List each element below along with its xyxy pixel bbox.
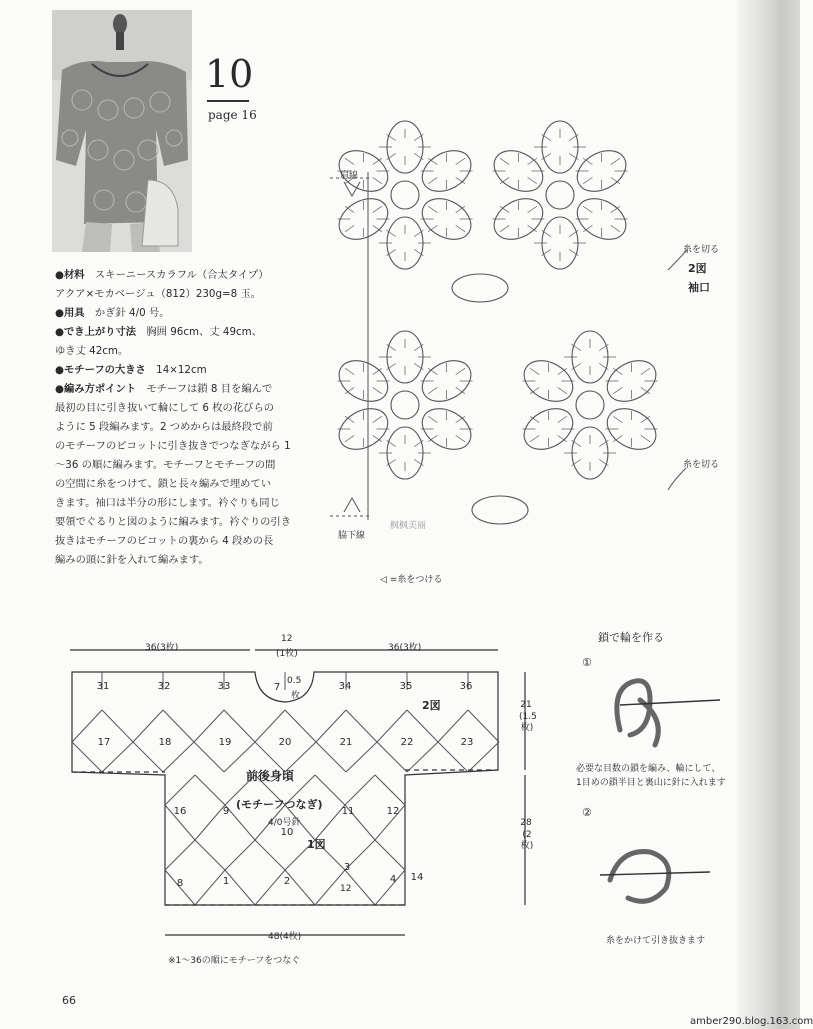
motif-23: 23 (460, 737, 474, 748)
tool-text: かぎ針 4/0 号。 (94, 307, 170, 319)
method-line-6: きます。袖口は半分の形にします。衿ぐりも同じ (55, 497, 280, 509)
motif-35: 35 (399, 681, 413, 692)
method-line-1: 最初の目に引き抜いて輪にして 6 枚の花びらの (55, 402, 275, 414)
shoulder-line-label: 肩線 (340, 171, 359, 181)
ring-step2-text: 糸をかけて引き抜きます (606, 936, 706, 946)
method-text-0: モチーフは鎖 8 目を編んで (146, 383, 273, 395)
cut-yarn-top-label: 糸を切る (683, 245, 720, 255)
joining-note: ※1～36の順にモチーフをつなぐ (168, 956, 301, 966)
motif-33: 33 (217, 681, 231, 692)
motif-34: 34 (338, 681, 352, 692)
motif-21: 21 (339, 737, 353, 748)
fig2-sub-label: 袖口 (688, 281, 710, 294)
ring-step1-text-2: 1目めの鎖半目と裏山に針に入れます (576, 778, 726, 788)
ring-step1-number: ① (582, 656, 592, 669)
size-line-2: ゆき丈 42cm。 (55, 345, 129, 357)
method-line-8: 抜きはモチーフのピコットの裏から 4 段めの長 (55, 535, 274, 547)
motif-19: 19 (218, 737, 232, 748)
motif-4: 4 (389, 874, 397, 885)
motif-17: 17 (97, 737, 111, 748)
motif-11: 11 (341, 806, 355, 817)
needle-size: 4/0号針 (268, 818, 301, 828)
crochet-motif (332, 121, 478, 269)
motif-1: 1 (222, 876, 230, 887)
pattern-page-ref: page 16 (208, 108, 257, 122)
cut-yarn-right-label: 糸を切る (683, 460, 720, 470)
tool-label: ●用具 (55, 307, 85, 319)
method-label: ●編み方ポイント (55, 383, 137, 395)
ring-step1-text-1: 必要な目数の鎖を編み、輪にして、 (576, 764, 721, 774)
joining-space (472, 496, 528, 524)
top-mid-subdimension: (1枚) (276, 649, 298, 659)
inner-dimension: 12 (340, 884, 352, 894)
method-line-4: ～36 の順に編みます。モチーフとモチーフの間 (55, 459, 276, 471)
neck-dimension: 0.5 (287, 676, 302, 686)
motif-3: 3 (343, 862, 351, 873)
size-text: 胸囲 96cm、丈 49cm、 (146, 326, 262, 338)
top-mid-dimension: 12 (281, 634, 293, 644)
right-top-dimension: 21 (520, 700, 532, 710)
method-line-5: の空間に糸をつけて、鎖と長々編みで埋めてい (55, 478, 272, 490)
bottom-dimension: 48(4枚) (268, 932, 302, 942)
motif-20: 20 (278, 737, 292, 748)
method-line-2: ように 5 段編みます。2 つめからは最終段で前 (55, 421, 273, 433)
motif-32: 32 (157, 681, 171, 692)
motif-12: 12 (386, 806, 400, 817)
fig2-marker: 2図 (422, 699, 441, 712)
right-bottom-subdimension: (2枚) (520, 830, 534, 851)
crochet-motif (332, 331, 478, 479)
motif-10: 10 (280, 827, 294, 838)
motif-text: 14×12cm (156, 364, 207, 376)
crochet-motif (487, 121, 633, 269)
top-left-dimension: 36(3枚) (145, 643, 179, 653)
blog-url: amber290.blog.163.com (690, 1016, 813, 1027)
right-bottom-dimension: 28 (520, 818, 532, 828)
material-line-2: アクア×モカベージュ（812）230g=8 玉。 (55, 288, 262, 300)
pattern-number: 10 (205, 52, 254, 96)
chart-legend: ◁ =糸をつける (380, 575, 443, 585)
size-label: ●でき上がり寸法 (55, 326, 137, 338)
fig2-label: 2図 (688, 262, 707, 275)
motif-22: 22 (400, 737, 414, 748)
motif-2: 2 (283, 876, 291, 887)
side-line-label: 脇下線 (338, 531, 366, 541)
material-label: ●材料 (55, 269, 85, 281)
ring-title: 鎖で輪を作る (598, 631, 664, 644)
method-line-3: のモチーフのピコットに引き抜きでつなぎながら 1 (55, 440, 291, 452)
crochet-motif (517, 331, 663, 479)
motif-9: 9 (222, 806, 230, 817)
motif-36: 36 (459, 681, 473, 692)
motif-7: 7 (273, 682, 281, 693)
joining-space (452, 274, 508, 302)
motif-31: 31 (96, 681, 110, 692)
fig1-marker: 1図 (307, 838, 326, 851)
schematic-title: 前後身頃 (246, 769, 295, 783)
ring-step2-number: ② (582, 806, 592, 819)
method-line-9: 編みの頭に針を入れて編みます。 (55, 554, 209, 566)
schematic-subtitle: (モチーフつなぎ) (236, 798, 323, 811)
motif-8: 8 (176, 878, 184, 889)
page-number: 66 (62, 994, 76, 1007)
material-text: スキーニースカラフル（合太タイプ） (94, 269, 269, 281)
watermark: 枫枫美丽 (390, 521, 427, 531)
right-top-subdimension: (1.5枚) (519, 712, 537, 733)
motif-16: 16 (173, 806, 187, 817)
method-line-7: 要領でぐるりと図のように編みます。衿ぐりの引き (55, 516, 292, 528)
motif-18: 18 (158, 737, 172, 748)
motif-14: 14 (410, 872, 424, 883)
top-right-dimension: 36(3枚) (388, 643, 422, 653)
neck-dimension-sub: 枚 (291, 691, 301, 701)
motif-label: ●モチーフの大きさ (55, 364, 146, 376)
